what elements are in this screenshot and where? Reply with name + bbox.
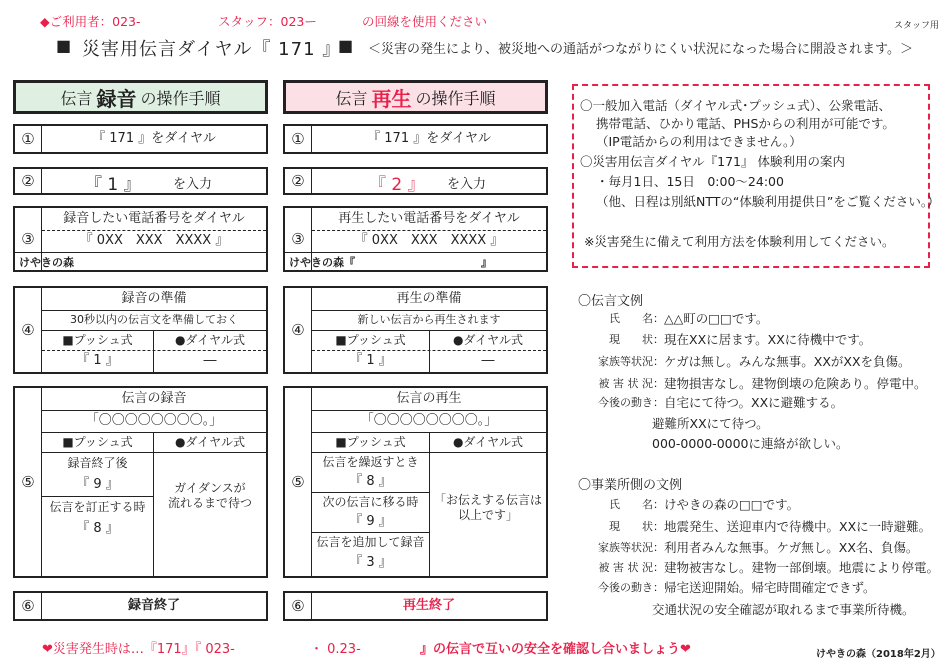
line-usage-message: の回線を使用ください [362,14,488,29]
staff-number-label: スタッフ：023ー [218,14,317,29]
info-box [572,84,940,268]
row-label: 現 状： [609,333,664,346]
playback-step-3 [283,206,548,272]
dial-guidance-text: ガイダンスが 流れるまで待つ [167,481,252,510]
record-step-5 [13,386,268,578]
step-number: ③ [291,230,305,248]
row-value: △△町の□□です。 [664,311,769,326]
step-subtitle: 30秒以内の伝言文を準備しておく [70,313,238,327]
step-number: ⑤ [21,473,35,491]
step-title: 伝言の再生 [396,390,462,406]
step-number: ⑤ [291,473,305,491]
section-title: 〇事業所側の文例 [578,478,683,493]
record-header [13,80,268,114]
record-step-4 [13,286,268,374]
push-value: 『 1 』 [349,352,392,368]
row-value: 帰宅送迎開始。帰宅時間確定できず。 [664,580,876,595]
section-title: 〇伝言文例 [578,294,644,309]
dial-type-label: ●ダイヤル式 [452,332,524,347]
action-label: 伝言を繰返すとき [322,454,419,469]
dial-value: ― [203,352,217,368]
step-number: ① [291,130,305,148]
facility-name-close: 』 [481,256,492,269]
record-key-value: 『 1 』 [85,175,141,195]
row-label: 今後の動き： [598,581,664,594]
row-value: 現在XXに居ます。XXに待機中です。 [664,332,872,347]
enter-label: を入力 [447,177,487,192]
action-label: 伝言を訂正する時 [49,499,146,514]
step-number: ② [21,172,35,190]
enter-label: を入力 [173,177,213,192]
phone-number-format: 『 0XX XXX XXXX 』 [354,232,504,248]
step-number: ⑥ [21,597,35,615]
page-title: 災害用伝言ダイヤル『 171 』 [82,39,342,60]
row-value: 000-0000-0000に連絡が欲しい。 [652,436,849,451]
message-example: 「〇〇〇〇〇〇〇〇。」 [85,412,223,428]
push-type-label: ■プッシュ式 [335,332,406,347]
playback-header-post: の操作手順 [415,88,496,108]
record-header-pre: 伝言 [60,88,93,108]
push-type-label: ■プッシュ式 [335,434,406,449]
record-end-label: 録音終了 [127,597,180,613]
dial-type-label: ●ダイヤル式 [174,434,246,449]
playback-step-6 [283,591,548,621]
row-label: 家族等状況： [598,355,664,368]
dial-type-label: ●ダイヤル式 [174,332,246,347]
row-value: 建物損害なし。建物倒壊の危険あり。停電中。 [664,376,927,391]
step-title: 再生の準備 [396,290,462,306]
step-title: 伝言の録音 [121,390,187,406]
dial-171-instruction: 『 171 』をダイヤル [92,130,216,146]
step-number: ① [21,130,35,148]
playback-step-2 [283,167,548,195]
playback-step-5 [283,386,548,578]
record-step-2 [13,167,268,195]
dial-number-instruction: 再生したい電話番号をダイヤル [338,210,520,226]
dial-type-label: ●ダイヤル式 [452,434,524,449]
push-value: 『 1 』 [76,352,119,368]
title-mark-right: ■ [338,36,354,55]
action-key: 『 9 』 [349,513,392,529]
row-label: 氏 名： [609,312,664,325]
dial-number-instruction: 録音したい電話番号をダイヤル [63,210,245,226]
footer-part-a: ❤災害発生時は…『171』『 023- [42,642,235,657]
playback-step-4 [283,286,548,374]
action-key: 『 8 』 [76,520,119,536]
step-number: ⑥ [291,597,305,615]
info-line: 〇一般加入電話（ダイヤル式･プッシュ式）、公衆電話、 [580,98,892,113]
action-label: 録音終了後 [67,455,128,470]
info-line: ※災害発生に備えて利用方法を体験利用してください。 [584,234,895,249]
step-title: 録音の準備 [121,290,187,306]
footer-part-c: 』の伝言で互いの安全を確認し合いましょう❤ [420,642,691,657]
footer-part-b: ・ 0.23- [310,642,361,657]
row-value: 避難所XXにて待つ。 [652,416,769,431]
action-key: 『 3 』 [349,554,392,570]
playback-header-key: 再生 [371,86,412,111]
record-step-3 [13,206,268,272]
playback-step-1 [283,124,548,154]
facility-name: けやきの森『 [289,256,355,269]
row-label: 今後の動き： [598,396,664,409]
title-note: ＜災害の発生により、被災地への通話がつながりにくい状況になった場合に開設されます。＞ [368,42,913,57]
record-header-post: の操作手順 [140,88,221,108]
action-key: 『 8 』 [349,473,392,489]
info-line: （他、日程は別紙NTTの“体験利用提供日”をご覧ください。） [596,194,940,209]
action-key: 『 9 』 [76,476,119,492]
playback-header-pre: 伝言 [335,88,368,108]
info-line: （IP電話からの利用はできません。） [596,134,802,149]
facility-name: けやきの森 [19,256,74,269]
push-type-label: ■プッシュ式 [62,434,133,449]
message-example: 「〇〇〇〇〇〇〇〇。」 [360,412,498,428]
row-value: 交通状況の安全確認が取れるまで事業所待機。 [652,602,915,617]
info-line: 〇災害用伝言ダイヤル『171』 体験利用の案内 [580,154,845,169]
playback-end-label: 再生終了 [402,597,455,613]
playback-key-value: 『 2 』 [369,175,425,195]
staff-use-label: スタッフ用 [894,21,940,31]
dial-171-instruction: 『 171 』をダイヤル [367,130,491,146]
row-value: ケガは無し。みんな無事。XXがXXを負傷。 [664,354,911,369]
step-subtitle: 新しい伝言から再生されます [357,313,501,327]
dial-guidance-text: 「お伝えする伝言は 以上です」 [433,493,542,522]
step-number: ④ [291,321,305,339]
record-header-key: 録音 [96,86,137,111]
footer-brand: けやきの森（2018年2月） [816,649,941,660]
action-label: 次の伝言に移る時 [322,494,419,509]
step-number: ③ [21,230,35,248]
row-value: けやきの森の□□です。 [664,497,800,512]
playback-header [283,80,548,114]
row-value: 利用者みんな無事。ケガ無し。XX名、負傷。 [664,540,919,555]
step-number: ② [291,172,305,190]
dial-value: ― [481,352,495,368]
step-number: ④ [21,321,35,339]
row-value: 地震発生、送迎車内で待機中。XXに一時避難。 [664,519,932,534]
row-label: 氏 名： [609,498,664,511]
info-line: 携帯電話、ひかり電話、PHSからの利用が可能です。 [596,116,895,131]
title-mark-left: ■ [56,36,72,55]
row-label: 現 状： [609,520,664,533]
row-value: 自宅にて待つ。XXに避難する。 [664,395,844,410]
push-type-label: ■プッシュ式 [62,332,133,347]
row-label: 家族等状況： [598,541,664,554]
record-step-6 [13,591,268,621]
action-label: 伝言を追加して録音 [316,534,425,549]
row-value: 建物被害なし。建物一部倒壊。地震により停電。 [664,560,940,575]
row-label: 被 害 状 況： [598,377,664,390]
user-number-label: ◆ご利用者：023- [40,14,141,29]
info-line: ・毎月1日、15日 0:00～24:00 [596,174,784,189]
phone-number-format: 『 0XX XXX XXXX 』 [79,232,229,248]
row-label: 被 害 状 況： [598,561,664,574]
record-step-1 [13,124,268,154]
